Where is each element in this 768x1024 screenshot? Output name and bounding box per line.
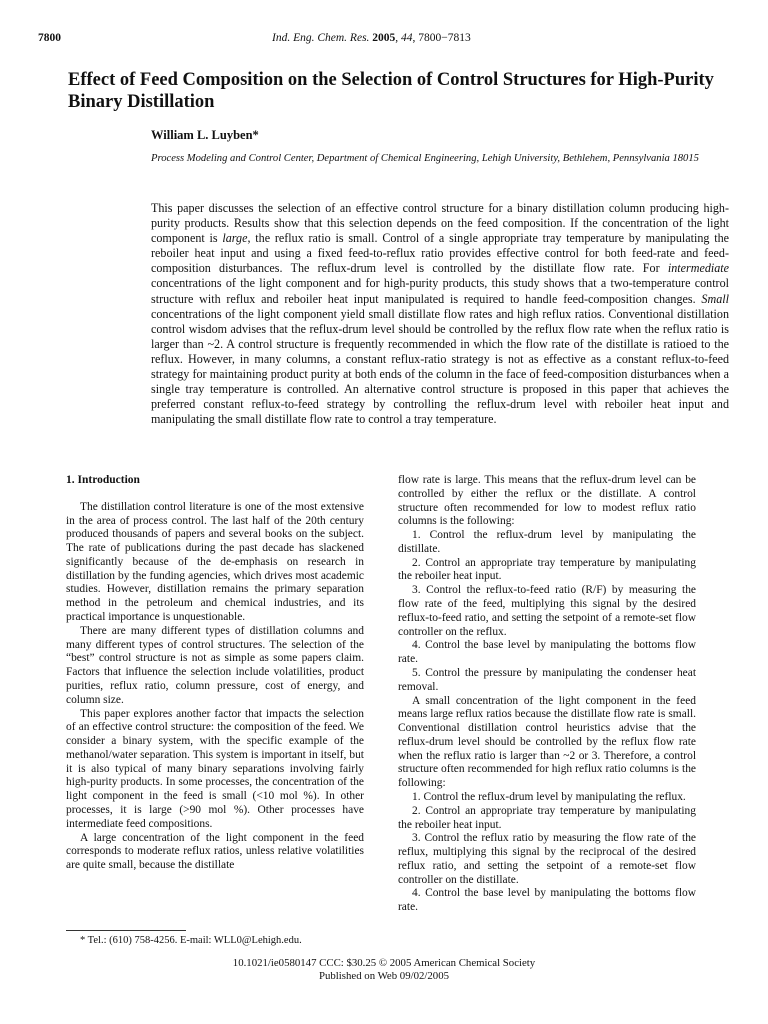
intro-paragraph-continued: flow rate is large. This means that the reflux-drum level can be controlled by either the reflux or the distillate. A control structure often recommended for low to modest reflux ratio columns is the following: xyxy=(398,474,696,528)
article-title: Effect of Feed Composition on the Selection of Control Structures for High-Purity Binary Distillation xyxy=(68,70,714,112)
intro-paragraph: A large concentration of the light component in the feed corresponds to moderate reflux ratios, unless relative volatilities are quite small, because the distillate xyxy=(66,831,364,872)
journal-volume: 44 xyxy=(401,32,413,44)
footnote-divider xyxy=(66,930,186,931)
intro-paragraph: There are many different types of distillation columns and many different types of control structures. The selection of the “best” control structure is not as simple as some papers claim. Factors that influence the selection include volatilities, product purities, reflux ratio, column pressure, cost of energy, and column size. xyxy=(66,624,364,706)
page-number: 7800 xyxy=(38,32,61,44)
abstract-text-1: This paper discusses the selection of an effective control structure for a binary distillation column producing high-purity products. Results show that this selection depends on the feed composition. If the concentration of the light component is xyxy=(151,201,729,246)
abstract-emphasis-intermediate: intermediate xyxy=(667,261,729,276)
control-step-item: 4. Control the base level by manipulating the bottoms flow rate. xyxy=(398,887,696,914)
control-step-item: 2. Control an appropriate tray temperature by manipulating the reboiler heat input. xyxy=(398,804,696,831)
control-step-item: 1. Control the reflux-drum level by manipulating the reflux. xyxy=(412,790,686,803)
section-heading-introduction: 1. Introduction xyxy=(66,474,140,486)
control-step-item: 5. Control the pressure by manipulating the condenser heat removal. xyxy=(398,666,696,693)
control-step-item: 3. Control the reflux ratio by measuring the flow rate of the reflux, multiplying this signal by the reciprocal of the desired reflux ratio, and setting the setpoint of a remote-set flow controller on the distillate. xyxy=(398,832,696,886)
abstract-emphasis-large: large xyxy=(222,231,248,246)
journal-reference: Ind. Eng. Chem. Res. 2005, 44, 7800−7813 xyxy=(272,32,471,44)
journal-name: Ind. Eng. Chem. Res. xyxy=(272,32,370,44)
control-step-item: 1. Control the reflux-drum level by manipulating the distillate. xyxy=(398,529,696,555)
page-footer xyxy=(0,957,768,983)
intro-paragraph: The distillation control literature is one of the most extensive in the area of process control. The last half of the 20th century produced thousands of papers and several books on the subject. The rate of publications during the past decade has slackened significantly because of the de-emphasis on research in distillation by the funding agencies, which drives most academic studies. However, distillation remains the primary separation method in the petroleum and chemical industries, and its practical importance is unquestionable. xyxy=(66,500,364,624)
control-step-item: 2. Control an appropriate tray temperature by manipulating the reboiler heat input. xyxy=(398,556,696,583)
author-name: William L. Luyben* xyxy=(151,128,259,142)
abstract-text-4: concentrations of the light component yield small distillate flow rates and high reflux ratios. Conventional distillation control wisdom advises that the reflux-drum level should be controlled by the reflux flow rate when the reflux ratio is larger than ~2. A control structure is frequently recommended in which the flow rate of the distillate is ratioed to the reflux. However, in many columns, a constant reflux-ratio strategy is not as effective as a constant reflux-to-feed strategy for maintaining product purity at both ends of the column in the face of feed-composition disturbances when a single tray temperature is controlled. An alternative control structure is proposed in this paper that achieves the preferred constant reflux-to-feed strategy by controlling the reflux-drum level with reboiler heat input and manipulating the small distillate flow rate to control a tray temperature. xyxy=(151,306,729,427)
doi-copyright-line: 10.1021/ie0580147 CCC: $30.25 © 2005 American Chemical Society xyxy=(232,957,536,969)
abstract-text-2: , the reflux ratio is small. Control of a single appropriate tray temperature by manipulating the reboiler heat input and using a fixed feed-to-reflux ratio provides effective control for both feed-rate and feed-composition disturbances. The reflux-drum level is controlled by the distillate flow rate. For xyxy=(151,231,729,276)
intro-paragraph: A small concentration of the light component in the feed means large reflux ratios because the distillate flow rate is small. Conventional distillation control heuristics advise that the reflux-drum level should be controlled by the reflux flow rate when the reflux ratio is larger than ~2 or 3. Therefore, a control structure often recommended for high reflux ratio columns is the following: xyxy=(398,694,696,790)
intro-paragraph: This paper explores another factor that impacts the selection of an effective control structure: the composition of the feed. We consider a binary system, with the specific example of the methanol/water separation. This system is important in itself, but it is also typical of many binary separations involving fairly high-purity products. In some processes, the concentration of the light component in the feed is small (<10 mol %). In other processes, it is large (>90 mol %). Other processes have intermediate feed compositions. xyxy=(66,707,364,830)
author-affiliation: Process Modeling and Control Center, Department of Chemical Engineering, Lehigh University, Bethlehem, Pennsylvania 18015 xyxy=(151,153,699,164)
journal-pages: 7800−7813 xyxy=(418,32,471,44)
abstract-emphasis-small: Small xyxy=(701,291,729,306)
published-date: Published on Web 09/02/2005 xyxy=(319,970,449,982)
footnote-contact: * Tel.: (610) 758-4256. E-mail: WLL0@Lehigh.edu. xyxy=(80,935,302,946)
journal-year: 2005 xyxy=(372,32,396,44)
left-column xyxy=(66,474,364,873)
control-step-item: 3. Control the reflux-to-feed ratio (R/F) by measuring the flow rate of the feed, multiplying this signal by the desired reflux-to-feed ratio, and setting the setpoint of a remote-set flow controller on the reflux. xyxy=(398,584,696,638)
abstract xyxy=(151,201,729,427)
abstract-text-3: concentrations of the light component and for high-purity products, this study shows that a two-temperature control structure with reflux and reboiler heat input manipulated is required to handle feed-composition changes. xyxy=(151,276,729,306)
right-column xyxy=(398,474,696,915)
control-step-item: 4. Control the base level by manipulating the bottoms flow rate. xyxy=(398,639,696,666)
